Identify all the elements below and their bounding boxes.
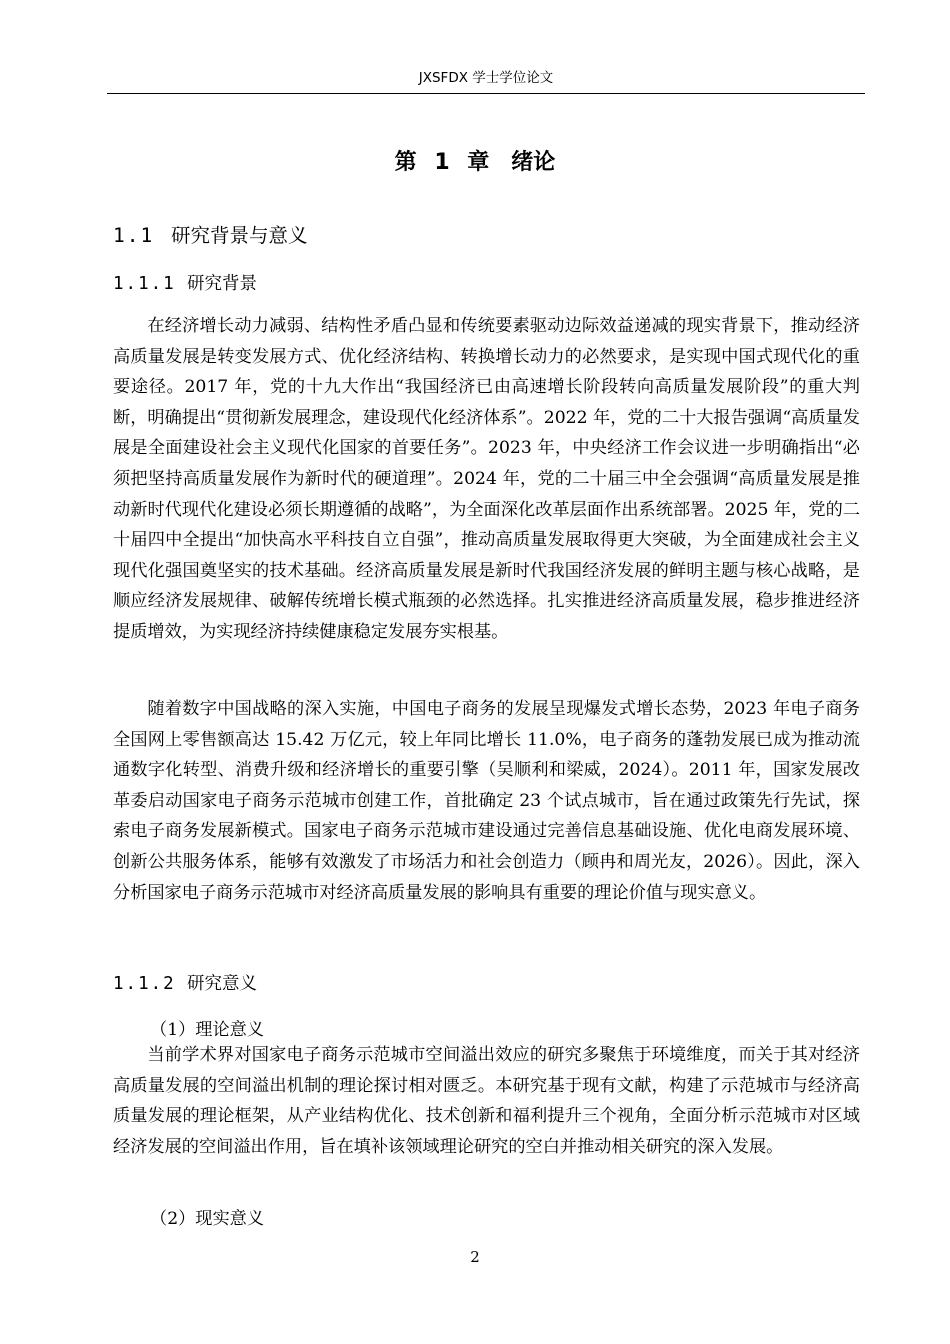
section-number: 1.1 <box>113 224 155 247</box>
running-header: JXSFDX 学士学位论文 <box>107 66 865 94</box>
section-title: 研究背景与意义 <box>171 224 308 247</box>
page-number: 2 <box>470 1248 480 1266</box>
practical-significance-label: （2）现实意义 <box>150 1209 265 1229</box>
chapter-title: 第 1 章 绪论 <box>394 150 556 175</box>
subsection-heading-1-1-2 <box>113 970 257 995</box>
body-paragraph: 当前学术界对国家电子商务示范城市空间溢出效应的研究多聚焦于环境维度，而关于其对经济高质量发展的空间溢出机制的理论探讨相对匮乏。本研究基于现有文献，构建了示范城市与经济高质量发展的理论框架，从产业结构优化、技术创新和福利提升三个视角，全面分析示范城市对区域经济发展的空间溢出作用，旨在填补该领域理论研究的空白并推动相关研究的深入发展。 <box>113 1045 860 1157</box>
subsection-number: 1.1.1 <box>113 274 176 294</box>
section-heading-1-1 <box>113 220 308 248</box>
subsection-heading-1-1-1 <box>113 270 257 295</box>
subsection-title: 研究背景 <box>187 274 257 294</box>
theory-significance-label: （1）理论意义 <box>150 1020 265 1040</box>
subsection-number: 1.1.2 <box>113 974 176 994</box>
body-paragraph: 在经济增长动力减弱、结构性矛盾凸显和传统要素驱动边际效益递减的现实背景下，推动经济高质量发展是转变发展方式、优化经济结构、转换增长动力的必然要求，是实现中国式现代化的重要途径。2017 年，党的十九大作出“我国经济已由高速增长阶段转向高质量发展阶段”的重大判断，明确提出“贯彻新发展理念，建设现代化经济体系”。2022 年，党的二十大报告强调“高质量发展是全面建设社会主义现代化国家的首要任务”。2023 年，中央经济工作会议进一步明确指出“必须把坚持高质量发展作为新时代的硬道理”。2024 年，党的二十届三中全会强调“高质量发展是推动新时代现代化建设必须长期遵循的战略”，为全面深化改革层面作出系统部署。2025 年，党的二十届四中全提出“加快高水平科技自立自强”，推动高质量发展取得更大突破，为全面建成社会主义现代化强国奠坚实的技术基础。经济高质量发展是新时代我国经济发展的鲜明主题与核心战略，是顺应经济发展规律、破解传统增长模式瓶颈的必然选择。扎实推进经济高质量发展，稳步推进经济提质增效，为实现经济持续健康稳定发展夯实根基。 <box>113 316 860 642</box>
subsection-title: 研究意义 <box>187 974 257 994</box>
body-paragraph: 随着数字中国战略的深入实施，中国电子商务的发展呈现爆发式增长态势，2023 年电子商务全国网上零售额高达 15.42 万亿元，较上年同比增长 11.0%，电子商务的蓬勃发展已成为推动流通数字化转型、消费升级和经济增长的重要引擎（吴顺利和梁威，2024）。2011 年，国家发展改革委启动国家电子商务示范城市创建工作，首批确定 23 个试点城市，旨在通过政策先行先试，探索电子商务发展新模式。国家电子商务示范城市建设通过完善信息基础设施、优化电商发展环境、创新公共服务体系，能够有效激发了市场活力和社会创造力（顾冉和周光友，2026）。因此，深入分析国家电子商务示范城市对经济高质量发展的影响具有重要的理论价值与现实意义。 <box>113 699 860 903</box>
